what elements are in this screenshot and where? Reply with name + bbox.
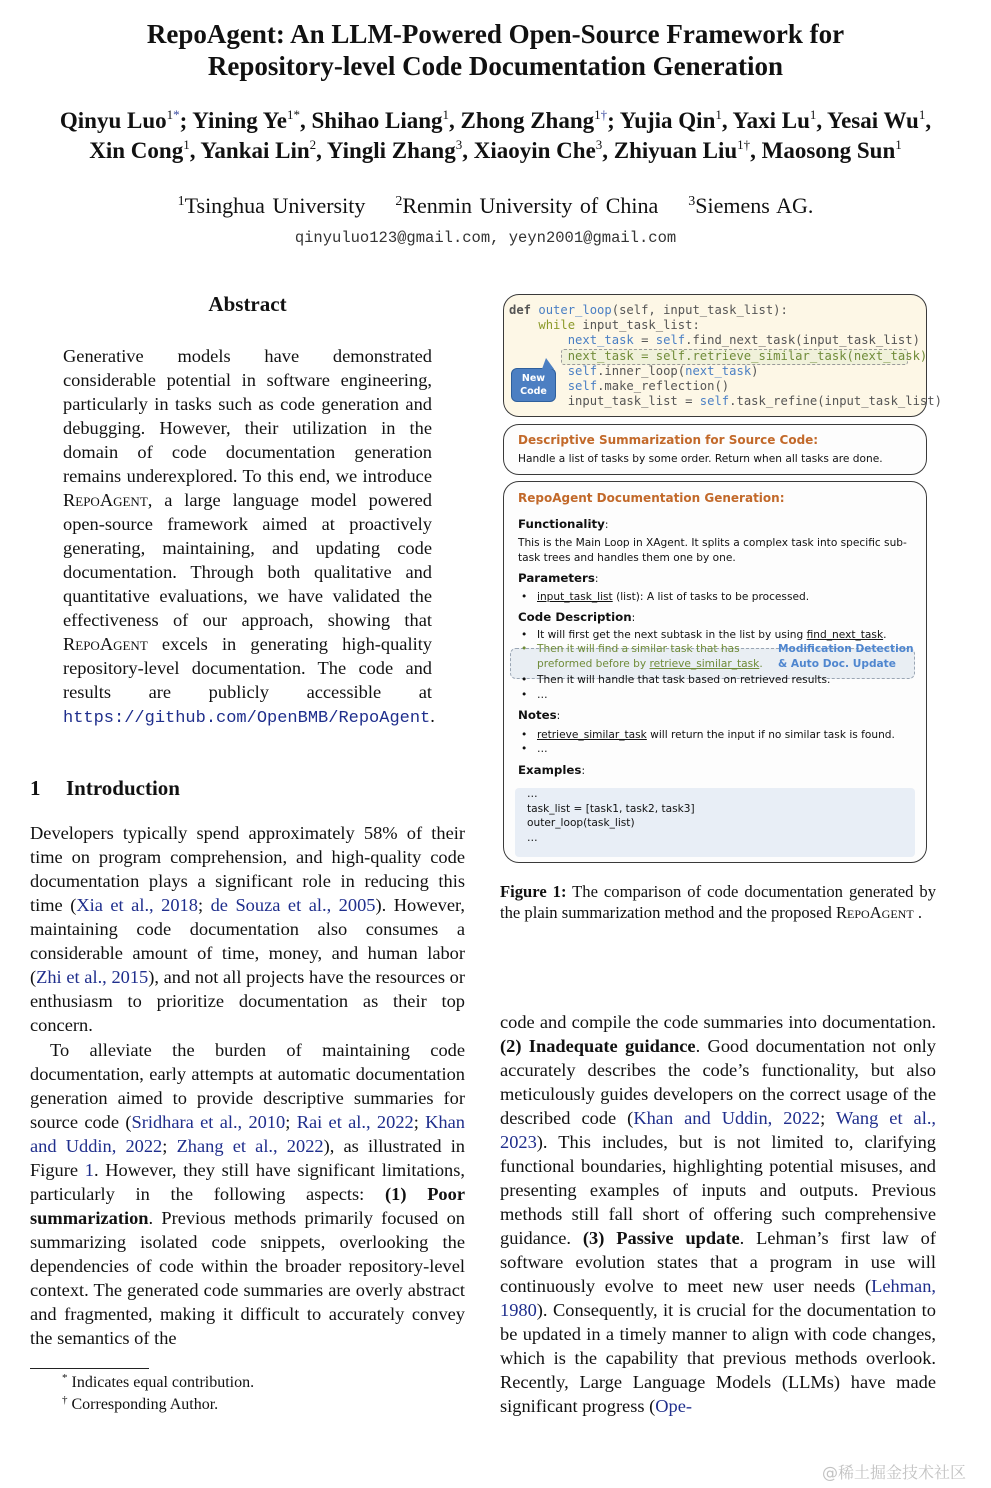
author: Yujia Qin [619,108,716,133]
intro-paragraph-2: To alleviate the burden of maintaining code documentation, early attempts at automatic documentation generation aimed to provide descriptive summaries for source code (Sridhara et al., 2010; Rai et al., 2022; Khan and Uddin, 2022; Zhang et al., 2022), as illustrated in Figure 1. However, they still have significant limitations, particularly in the following aspects: (1) Poor summarization. Previous methods primarily focused on summarizing isolated code snippets, overlooking the dependencies of code within the broader repository-level context. The generated code summaries are overly abstract and fragmented, making it difficult to accurately convey the semantics of the [30,1040,466,1348]
author: Yesai Wu [827,108,919,133]
footnote-divider [30,1368,149,1369]
author: Yaxi Lu [732,108,810,133]
author-list: Qinyu Luo$^{1*}$; Yining $Ye^{1*}$, Shihao Liang$^1$, Zhong Zhang$^{1\dagger}$; Yujia Qin$^1$, Yaxi Lu$^1$, Yesai Wu$^1$, Xin Cong$^1$, Yankai Lin$^2$, Yingli Zhang$^3$, Xiaoyin Che$^3$, Zhiyuan Liu$^{1\dagger}$, Maosong Sun$^1$ [59,107,932,163]
citation-link[interactable]: Rai et al., 2022 [296,1112,414,1132]
author: Zhiyuan Liu [613,138,738,163]
new-code-callout: New Code [511,368,556,402]
figure-code-panel [503,294,942,417]
affiliation: Tsinghua University [184,193,366,218]
abstract-body: Generative models have demonstrated considerable potential in software engineering, particularly in tasks such as code generation and debugging. However, their utilization in the domain of code documentation generation remains underexplored. To this end, we introduce RepoAgent, a large language model powered open-source framework aimed at proactively generating, maintaining, and updating code documentation. Through both qualitative and quantitative evaluations, we have validated the effectiveness of our approach, showing that RepoAgent excels in generating high-quality repository-level documentation. The code and results are publicly accessible at https://github.com/OpenBMB/RepoAgent. [63,346,435,728]
citation-link[interactable]: Sridhara et al., 2010 [131,1112,286,1132]
repo-link[interactable]: https://github.com/OpenBMB/RepoAgent [63,709,431,728]
citation-link[interactable]: Wang et al., 2023 [500,1108,937,1152]
citation-link[interactable]: Ope- [655,1396,693,1416]
author: Shihao Liang [311,108,443,133]
citation-link[interactable]: Lehman, 1980 [500,1276,936,1320]
footnote-link[interactable]: * [173,107,180,122]
watermark: @稀土掘金技术社区 [822,1463,967,1482]
figure-summary-panel: Descriptive Summarization for Source Code: Handle a list of tasks by some order. Return when all tasks are done. [503,424,927,475]
citation-link[interactable]: de Souza et al., 2005 [210,895,376,915]
author: Xiaoyin Che [473,138,596,163]
footnotes [62,1372,254,1416]
author: Yining Ye [192,108,287,133]
intro-paragraph-1: Developers typically spend approximately 58% of their time on program comprehension, and high-quality code documentation plays a significant role in reducing this time (Xia et al., 2018; de Souza et al., 2005). However, maintaining code documentation also consumes a considerable amount of time, money, and human labor (Zhi et al., 2015), and not all projects have the resources or enthusiasm to prioritize documentation as their top concern. [30,823,465,1035]
author: Yingli Zhang [326,138,456,163]
footnote: * Indicates equal contribution. [62,1372,255,1391]
citation-link[interactable]: Zhang et al., 2022 [176,1136,324,1156]
citation-link[interactable]: Zhi et al., 2015 [36,967,149,987]
figure-ref-link[interactable]: 1 [84,1160,94,1180]
footnote: † Corresponding Author. [62,1394,219,1413]
author-emails: qinyuluo123@gmail.com, yeyn2001@gmail.com [294,229,677,247]
author: Qinyu Luo [59,108,167,133]
intro-paragraph-2-continued: code and compile the code summaries into documentation. (2) Inadequate guidance. Good documentation not only accurately describes the code’s functionality, but also meticulously guides developers on the correct usage of the described code (Khan and Uddin, 2022; Wang et al., 2023). This includes, but is not limited to, clarifying functional boundaries, highlighting potential misuses, and presenting examples of inputs and outputs. Previous methods still fall short of offering such comprehensive guidance. (3) Passive update. Lehman’s first law of software evolution states that a program in use will continuously evolve to meet new user needs (Lehman, 1980). Consequently, it is crucial for the documentation to be updated in a timely manner to align with code changes, which is the capability that previous methods overlook. Recently, Large Language Models (LLMs) have made significant progress (Ope- [500,1012,937,1416]
section-heading-introduction: 1 Introduction [30,776,180,800]
citation-link[interactable]: Khan and Uddin, 2022 [633,1108,821,1128]
paper-title: RepoAgent: An LLM-Powered Open-Source Framework for Repository-level Code Documentation Generation [146,19,845,81]
figure-documentation-panel: RepoAgent Documentation Generation: Functionality: This is the Main Loop in XAgent. It splits a complex task into specific sub-task trees and handles them one by one. Parameters: • input_task_list (list): A list of tasks to be processed. Code Description: • It will first get the next subtask in the list by using find_next_task. • Then it will find a similar task that has preformed before by retrieve_similar_task. Modification Detection & Auto Doc. Update • Then it will handle that task based on retrieved results. • … Notes: • retrieve_similar_task will return the input if no similar task is found. • … Examples: … task_list = [task1, task2, task3] outer_loop(task_list) … [503,481,927,863]
affiliation: Renmin University of China [402,193,659,218]
author: Xin Cong [89,138,184,163]
footnote-link[interactable]: † [600,107,608,122]
example-code: … task_list = [task1, task2, task3] outer_loop(task_list) … [527,788,695,844]
citation-link[interactable]: Khan and Uddin, 2022 [30,1112,465,1156]
affiliations: $^1$Tsinghua University $^2$Renmin University of China $^3$Siemens AG. [177,193,814,218]
author: Yankai Lin [200,138,310,163]
author: Zhong Zhang [460,108,595,133]
affiliation: Siemens AG. [695,193,814,218]
figure-caption: Figure 1: The comparison of code documentation generated by the plain summarization method and the proposed RepoAgent . [500,882,936,922]
code-snippet: def outer_loop(self, input_task_list): while input_task_list: next_task = self.find_next_task(input_task_list) next_task = self.retrieve_similar_task(next_task) self.inner_loop(next_task) self.make_reflection() input_task_list = self.task_refine(input_task_list) [509,303,942,409]
citation-link[interactable]: Xia et al., 2018 [76,895,198,915]
author: Maosong Sun [761,138,896,163]
abstract-heading: Abstract [208,292,287,316]
